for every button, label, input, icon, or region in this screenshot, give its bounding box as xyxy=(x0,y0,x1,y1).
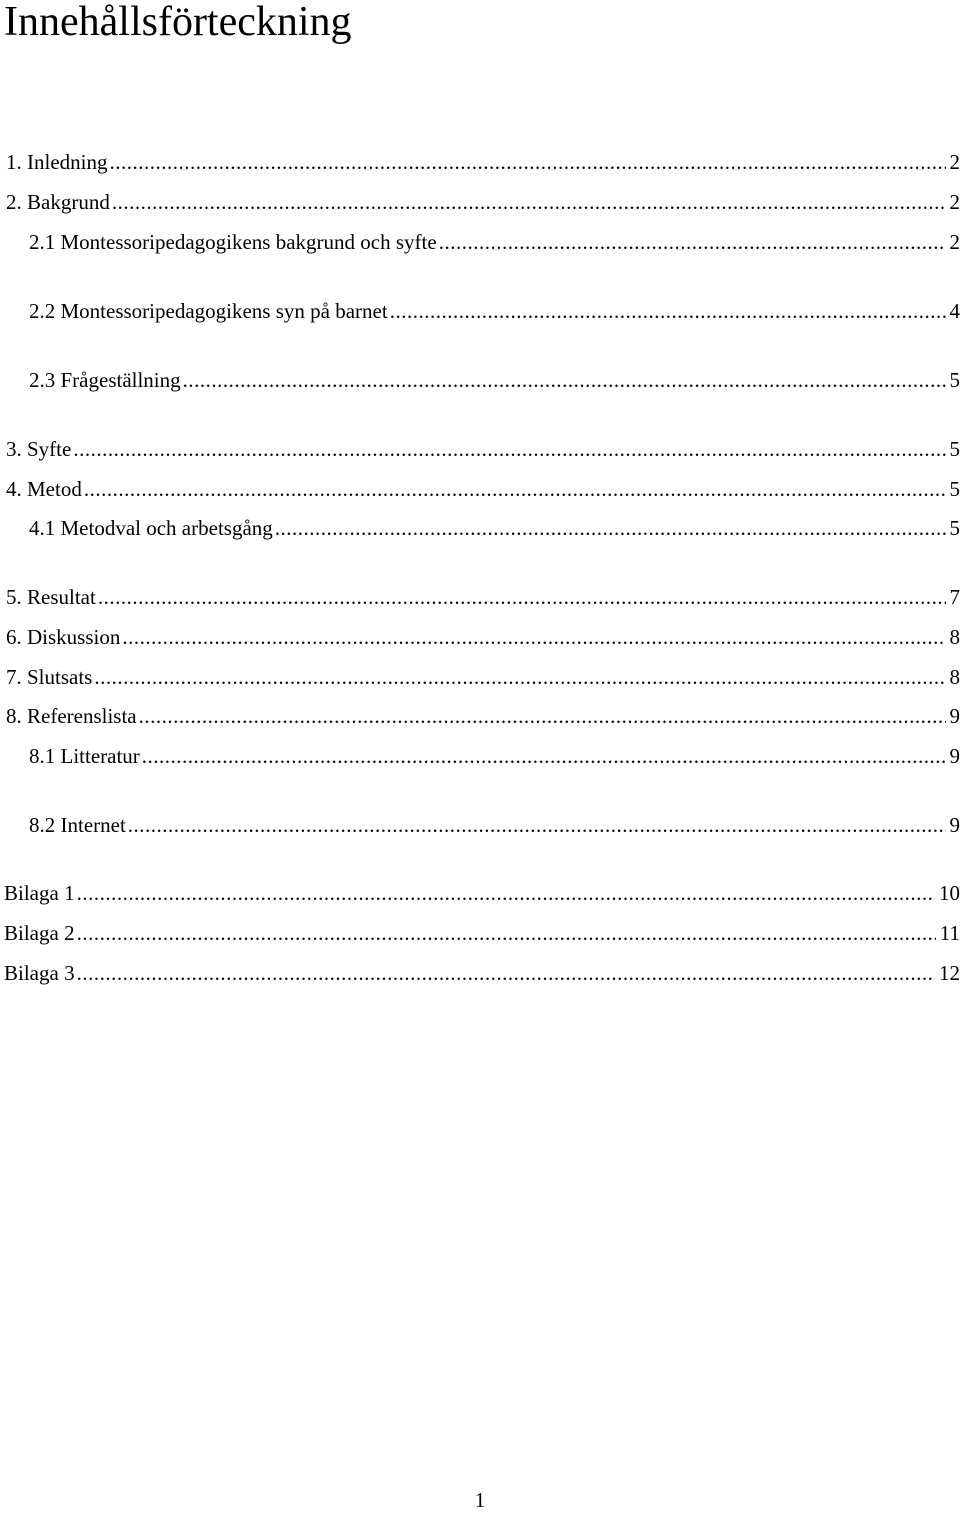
toc-entry-page: 4 xyxy=(950,298,960,324)
toc-entry-litteratur[interactable] xyxy=(29,743,960,769)
toc-entry-label: Bilaga 2 xyxy=(4,920,75,946)
toc-leader xyxy=(183,367,946,393)
toc-entry-inledning[interactable] xyxy=(6,149,960,175)
toc-leader xyxy=(84,476,946,502)
toc-entry-label: 2. Bakgrund xyxy=(6,189,110,215)
toc-entry-syfte[interactable] xyxy=(6,436,960,462)
toc-entry-referenslista[interactable] xyxy=(6,703,960,729)
toc-entry-page: 11 xyxy=(940,920,960,946)
toc-leader xyxy=(109,149,945,175)
toc-entry-label: 2.2 Montessoripedagogikens syn på barnet xyxy=(29,298,388,324)
toc-entry-page: 9 xyxy=(950,743,960,769)
toc-entry-fragestallning[interactable] xyxy=(29,367,960,393)
toc-entry-label: 2.1 Montessoripedagogikens bakgrund och syfte xyxy=(29,229,437,255)
toc-leader xyxy=(94,664,945,690)
toc-entry-label: 2.3 Frågeställning xyxy=(29,367,181,393)
toc-entry-bakgrund[interactable] xyxy=(6,189,960,215)
toc-entry-page: 2 xyxy=(950,229,960,255)
toc-entry-page: 8 xyxy=(950,624,960,650)
toc-leader xyxy=(77,960,935,986)
toc-entry-page: 12 xyxy=(939,960,960,986)
toc-entry-montessori-syn[interactable] xyxy=(29,298,960,324)
toc-entry-label: 7. Slutsats xyxy=(6,664,92,690)
toc-entry-page: 2 xyxy=(950,189,960,215)
page-title: Innehållsförteckning xyxy=(4,0,352,46)
toc-entry-page: 5 xyxy=(950,367,960,393)
toc-leader xyxy=(142,743,946,769)
toc-entry-label: 8.2 Internet xyxy=(29,812,126,838)
toc-entry-resultat[interactable] xyxy=(6,584,960,610)
toc-entry-page: 9 xyxy=(950,812,960,838)
toc-entry-bilaga-2[interactable] xyxy=(4,920,960,946)
toc-entry-page: 2 xyxy=(950,149,960,175)
toc-entry-internet[interactable] xyxy=(29,812,960,838)
toc-entry-label: 8. Referenslista xyxy=(6,703,137,729)
toc-entry-page: 5 xyxy=(950,476,960,502)
toc-leader xyxy=(98,584,946,610)
toc-leader xyxy=(439,229,946,255)
toc-entry-label: 1. Inledning xyxy=(6,149,107,175)
toc-entry-page: 7 xyxy=(950,584,960,610)
toc-entry-diskussion[interactable] xyxy=(6,624,960,650)
toc-entry-label: 8.1 Litteratur xyxy=(29,743,140,769)
toc-entry-bilaga-1[interactable] xyxy=(4,880,960,906)
toc-entry-label: 5. Resultat xyxy=(6,584,96,610)
toc-entry-page: 8 xyxy=(950,664,960,690)
toc-entry-label: 4.1 Metodval och arbetsgång xyxy=(29,515,273,541)
toc-entry-label: Bilaga 1 xyxy=(4,880,75,906)
toc-entry-label: 4. Metod xyxy=(6,476,82,502)
toc-leader xyxy=(139,703,946,729)
page-number: 1 xyxy=(0,1487,960,1513)
toc-entry-page: 5 xyxy=(950,436,960,462)
toc-leader xyxy=(128,812,946,838)
toc-entry-metodval[interactable] xyxy=(29,515,960,541)
toc-leader xyxy=(122,624,945,650)
toc-leader xyxy=(390,298,946,324)
toc-entry-metod[interactable] xyxy=(6,476,960,502)
toc-entry-page: 10 xyxy=(939,880,960,906)
toc-leader xyxy=(112,189,946,215)
toc-entry-slutsats[interactable] xyxy=(6,664,960,690)
toc-entry-label: Bilaga 3 xyxy=(4,960,75,986)
toc-entry-bilaga-3[interactable] xyxy=(4,960,960,986)
toc-leader xyxy=(77,880,935,906)
toc-leader xyxy=(73,436,945,462)
toc-entry-label: 3. Syfte xyxy=(6,436,71,462)
toc-entry-label: 6. Diskussion xyxy=(6,624,120,650)
toc-entry-page: 9 xyxy=(950,703,960,729)
toc-leader xyxy=(77,920,936,946)
toc-leader xyxy=(275,515,946,541)
toc-entry-montessori-bakgrund[interactable] xyxy=(29,229,960,255)
toc-entry-page: 5 xyxy=(950,515,960,541)
